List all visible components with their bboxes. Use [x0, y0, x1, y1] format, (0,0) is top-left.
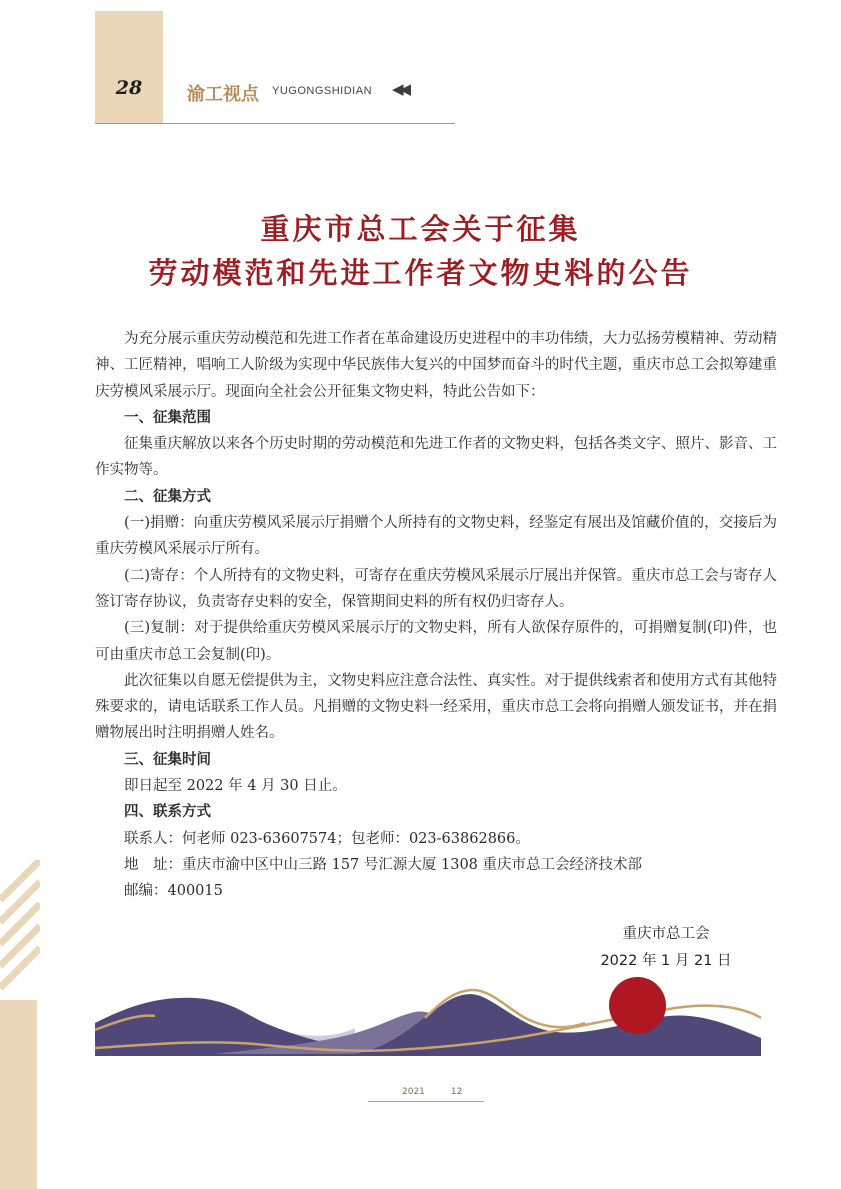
section-heading-time: 三、征集时间: [124, 751, 211, 768]
signature-date: 2022 年 1 月 21 日: [600, 953, 732, 969]
address-line: 地 址：重庆市渝中区中山三路 157 号汇源大厦 1308 重庆市总工会经济技术部: [124, 856, 643, 873]
scope-paragraph: 征集重庆解放以来各个历史时期的劳动模范和先进工作者的文物史料，包括各类文字、照片、影音、工作实物等。: [95, 436, 777, 479]
announcement-body: [95, 326, 777, 905]
section-heading-scope: 一、征集范围: [124, 409, 211, 426]
double-left-arrow-icon: ◀◀: [392, 80, 408, 98]
intro-paragraph: 为充分展示重庆劳动模范和先进工作者在革命建设历史进程中的丰功伟绩，大力弘扬劳模精神、劳动精神、工匠精神，唱响工人阶级为实现中华民族伟大复兴的中国梦而奋斗的时代主题，重庆市总工会拟筹建重庆劳模风采展示厅。现面向全社会公开征集文物史料，特此公告如下：: [95, 331, 777, 400]
footer-year: 2021: [402, 1087, 425, 1097]
method-deposit-paragraph: (二)寄存：个人所持有的文物史料，可寄存在重庆劳模风采展示厅展出并保管。重庆市总工会与寄存人签订寄存协议，负责寄存史料的安全，保管期间史料的所有权仍归寄存人。: [95, 567, 777, 610]
side-color-band: [0, 1000, 37, 1189]
signature-organization: 重庆市总工会: [622, 926, 710, 942]
header-divider: [95, 123, 455, 124]
footer-issue: 12: [450, 1087, 463, 1097]
method-copy-paragraph: (三)复制：对于提供给重庆劳模风采展示厅的文物史料，所有人欲保存原件的，可捐赠复制(印)件，也可由重庆市总工会复制(印)。: [95, 620, 777, 663]
postcode-line: 邮编：400015: [124, 883, 223, 900]
section-title-en: YUGONGSHIDIAN: [272, 85, 373, 97]
section-heading-contact: 四、联系方式: [124, 804, 211, 821]
section-heading-method: 二、征集方式: [124, 488, 211, 505]
red-sun-decoration: [609, 977, 666, 1034]
method-donation-paragraph: (一)捐赠：向重庆劳模风采展示厅捐赠个人所持有的文物史料，经鉴定有展出及馆藏价值的，交接后为重庆劳模风采展示厅所有。: [95, 515, 777, 558]
method-note-paragraph: 此次征集以自愿无偿提供为主，文物史料应注意合法性、真实性。对于提供线索者和使用方式有其他特殊要求的，请电话联系工作人员。凡捐赠的文物史料一经采用，重庆市总工会将向捐赠人颁发证书，并在捐赠物展出时注明捐赠人姓名。: [95, 672, 777, 742]
footer-divider: [368, 1101, 484, 1102]
page-number: 28: [115, 77, 143, 99]
announcement-title-line1: 重庆市总工会关于征集: [260, 212, 581, 246]
time-paragraph: 即日起至 2022 年 4 月 30 日止。: [124, 778, 347, 795]
announcement-title-line2: 劳动模范和先进工作者文物史料的公告: [148, 256, 693, 290]
footer-issue-info: [402, 1087, 462, 1097]
section-title: 渝工视点: [187, 84, 259, 105]
diagonal-stripes-decoration: [0, 860, 40, 1010]
page-number-tab: [95, 11, 163, 124]
contact-line: 联系人：何老师 023-63607574；包老师：023-63862866。: [124, 830, 530, 847]
